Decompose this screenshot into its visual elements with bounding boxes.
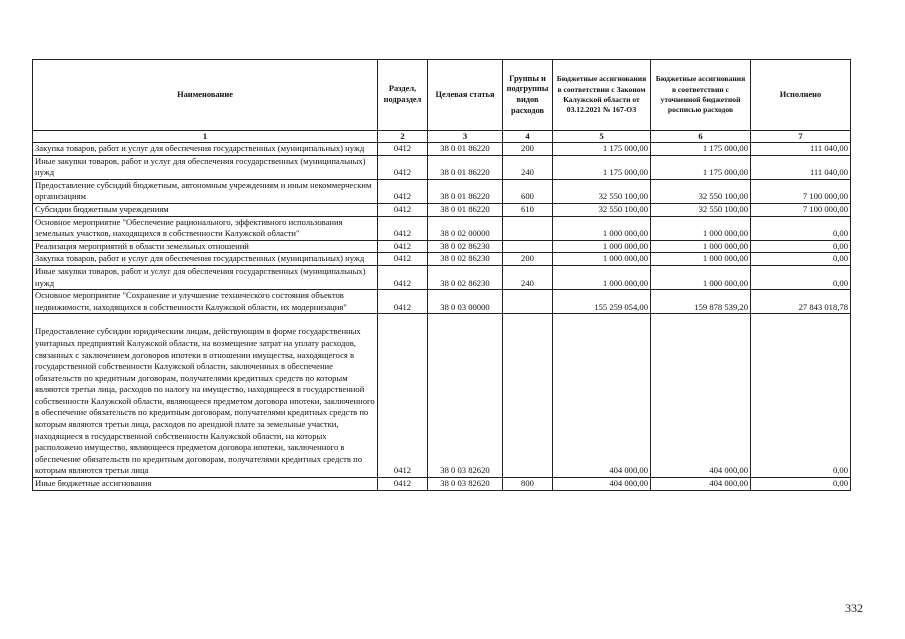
row-refined: 1 000 000,00 xyxy=(651,253,751,266)
column-number: 7 xyxy=(751,131,851,143)
column-number: 4 xyxy=(503,131,553,143)
row-target: 38 0 01 86220 xyxy=(428,155,503,179)
row-group: 610 xyxy=(503,203,553,216)
row-section: 0412 xyxy=(378,216,428,240)
row-executed: 0,00 xyxy=(751,216,851,240)
row-law: 155 259 054,00 xyxy=(553,290,651,314)
column-number: 2 xyxy=(378,131,428,143)
row-executed: 0,00 xyxy=(751,478,851,491)
row-name: Закупка товаров, работ и услуг для обеспечения государственных (муниципальных) нужд xyxy=(33,143,378,156)
table-row xyxy=(33,478,851,491)
row-refined: 1 000 000,00 xyxy=(651,240,751,253)
row-refined: 1 000 000,00 xyxy=(651,265,751,289)
table-row xyxy=(33,314,851,478)
row-section: 0412 xyxy=(378,155,428,179)
table-row xyxy=(33,203,851,216)
row-name: Основное мероприятие "Сохранение и улучшение технического состояния объектов недвижимости, находящихся в собственности Калужской области, их модернизация" xyxy=(33,290,378,314)
column-number: 3 xyxy=(428,131,503,143)
row-section: 0412 xyxy=(378,290,428,314)
page-number: 332 xyxy=(845,601,863,615)
row-target: 38 0 02 00000 xyxy=(428,216,503,240)
header-executed: Исполнено xyxy=(751,60,851,131)
row-executed: 111 040,00 xyxy=(751,155,851,179)
header-section: Раздел, подраздел xyxy=(378,60,428,131)
row-target: 38 0 03 82620 xyxy=(428,314,503,478)
row-section: 0412 xyxy=(378,203,428,216)
row-group: 800 xyxy=(503,478,553,491)
row-executed: 7 100 000,00 xyxy=(751,203,851,216)
row-target: 38 0 02 86230 xyxy=(428,265,503,289)
row-name: Закупка товаров, работ и услуг для обеспечения государственных (муниципальных) нужд xyxy=(33,253,378,266)
header-name: Наименование xyxy=(33,60,378,131)
header-groups: Группы и подгруппы видов расходов xyxy=(503,60,553,131)
table-row xyxy=(33,253,851,266)
row-name: Иные бюджетные ассигнования xyxy=(33,478,378,491)
row-refined: 404 000,00 xyxy=(651,314,751,478)
table-row xyxy=(33,265,851,289)
row-target: 38 0 02 86230 xyxy=(428,253,503,266)
row-refined: 32 550 100,00 xyxy=(651,203,751,216)
row-executed: 0,00 xyxy=(751,265,851,289)
header-row xyxy=(33,60,851,131)
row-section: 0412 xyxy=(378,143,428,156)
row-executed: 7 100 000,00 xyxy=(751,179,851,203)
row-executed: 111 040,00 xyxy=(751,143,851,156)
row-law: 404 000,00 xyxy=(553,314,651,478)
row-target: 38 0 03 00000 xyxy=(428,290,503,314)
column-number: 1 xyxy=(33,131,378,143)
column-number-row xyxy=(33,131,851,143)
row-group: 200 xyxy=(503,253,553,266)
row-target: 38 0 01 86220 xyxy=(428,143,503,156)
row-name: Предоставление субсидии юридическим лицам, действующим в форме государственных унитарных предприятий Калужской области, на возмещение затрат на уплату расходов, связанных с заключением договоров ипотеки в отношении имущества, находящегося в государственной собственности Калужской области, заключенных в обеспечение обязательств по кредитным договорам, получателями кредитных средств по которым являются третьи лица, расходов по налогу на имущество, находящееся в государственной собственности Калужской области, являющееся предметом договора ипотеки, заключенного в обеспечение обязательств по кредитным договорам, получателями кредитных средств по которым являются третьи лица, расходов по арендной плате за земельные участки, находящиеся в государственной собственности Калужской области, на которых расположено имущество, являющееся предметом договора ипотеки, заключенного в обеспечение обязательств по кредитным договорам, получателями кредитных средств по которым являются третьи лица xyxy=(33,314,378,478)
row-law: 1 000 000,00 xyxy=(553,265,651,289)
row-section: 0412 xyxy=(378,265,428,289)
row-refined: 1 175 000,00 xyxy=(651,155,751,179)
row-target: 38 0 01 86220 xyxy=(428,203,503,216)
row-group xyxy=(503,290,553,314)
row-section: 0412 xyxy=(378,314,428,478)
row-group xyxy=(503,216,553,240)
row-group: 240 xyxy=(503,265,553,289)
row-law: 1 000 000,00 xyxy=(553,253,651,266)
row-target: 38 0 03 82620 xyxy=(428,478,503,491)
row-section: 0412 xyxy=(378,253,428,266)
row-target: 38 0 02 86230 xyxy=(428,240,503,253)
table-row xyxy=(33,290,851,314)
table-row xyxy=(33,216,851,240)
row-law: 404 000,00 xyxy=(553,478,651,491)
row-group: 200 xyxy=(503,143,553,156)
row-group xyxy=(503,240,553,253)
header-law: Бюджетные ассигнования в соответствии с Законом Калужской области от 03.12.2021 № 167-ОЗ xyxy=(553,60,651,131)
table-row xyxy=(33,155,851,179)
row-executed: 0,00 xyxy=(751,314,851,478)
table-row xyxy=(33,143,851,156)
row-executed: 27 843 018,78 xyxy=(751,290,851,314)
header-refined: Бюджетные ассигнования в соответствии с уточненной бюджетной росписью расходов xyxy=(651,60,751,131)
row-section: 0412 xyxy=(378,179,428,203)
row-section: 0412 xyxy=(378,478,428,491)
row-law: 1 175 000,00 xyxy=(553,143,651,156)
row-refined: 32 550 100,00 xyxy=(651,179,751,203)
row-refined: 159 878 539,20 xyxy=(651,290,751,314)
row-refined: 404 000,00 xyxy=(651,478,751,491)
row-law: 1 175 000,00 xyxy=(553,155,651,179)
row-law: 32 550 100,00 xyxy=(553,203,651,216)
row-target: 38 0 01 86220 xyxy=(428,179,503,203)
row-refined: 1 000 000,00 xyxy=(651,216,751,240)
header-target: Целевая статья xyxy=(428,60,503,131)
row-name: Иные закупки товаров, работ и услуг для обеспечения государственных (муниципальных) нужд xyxy=(33,265,378,289)
row-refined: 1 175 000,00 xyxy=(651,143,751,156)
column-number: 5 xyxy=(553,131,651,143)
row-group: 240 xyxy=(503,155,553,179)
row-group: 600 xyxy=(503,179,553,203)
table-row xyxy=(33,179,851,203)
row-name: Субсидии бюджетным учреждениям xyxy=(33,203,378,216)
budget-table xyxy=(32,59,851,491)
row-law: 1 000 000,00 xyxy=(553,240,651,253)
row-name: Иные закупки товаров, работ и услуг для обеспечения государственных (муниципальных) нужд xyxy=(33,155,378,179)
row-name: Реализация мероприятий в области земельных отношений xyxy=(33,240,378,253)
row-section: 0412 xyxy=(378,240,428,253)
row-name: Основное мероприятие "Обеспечение рационального, эффективного использования земельных участков, находящихся в собственности Калужской области" xyxy=(33,216,378,240)
column-number: 6 xyxy=(651,131,751,143)
row-executed: 0,00 xyxy=(751,253,851,266)
table-row xyxy=(33,240,851,253)
row-law: 1 000 000,00 xyxy=(553,216,651,240)
row-law: 32 550 100,00 xyxy=(553,179,651,203)
row-group xyxy=(503,314,553,478)
row-executed: 0,00 xyxy=(751,240,851,253)
row-name: Предоставление субсидий бюджетным, автономным учреждениям и иным некоммерческим организациям xyxy=(33,179,378,203)
